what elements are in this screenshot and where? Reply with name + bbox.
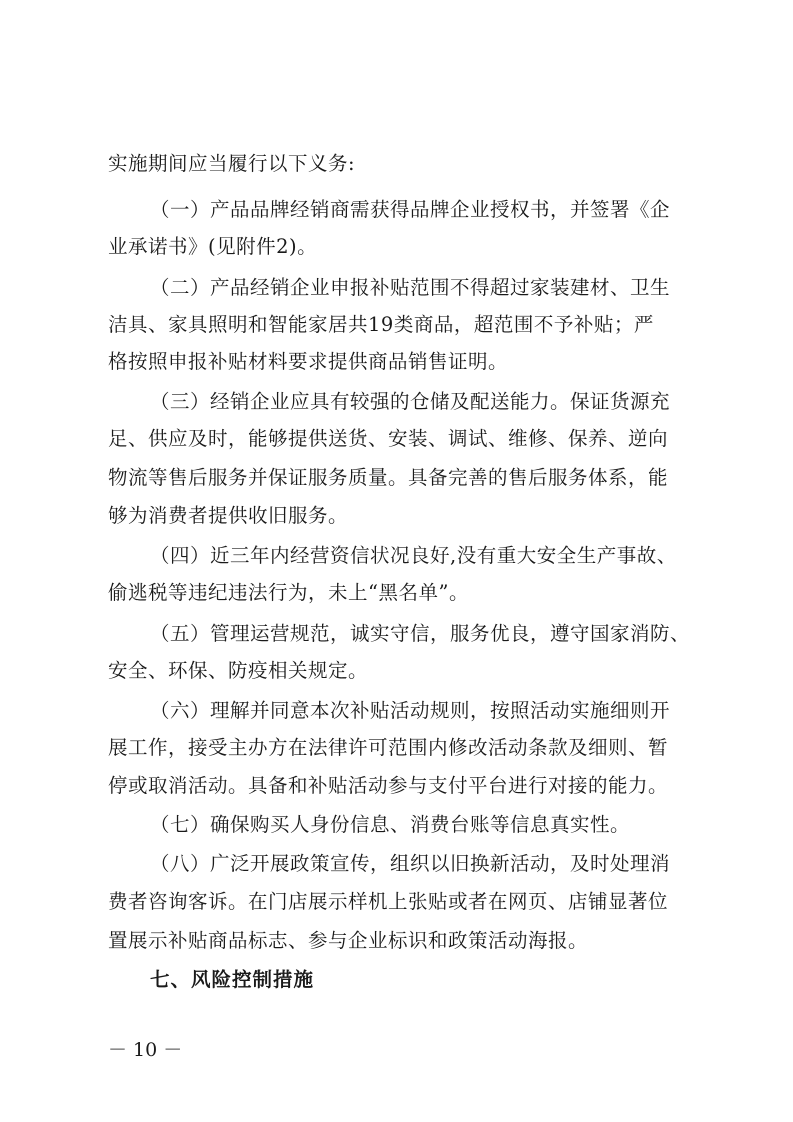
text-line-19: （八）广泛开展政策宣传，组织以旧换新活动，及时处理消 bbox=[150, 852, 671, 875]
text-line-1: 实施期间应当履行以下义务: bbox=[108, 152, 356, 175]
text-line-17: 停或取消活动。具备和补贴活动参与支付平台进行对接的能力。 bbox=[108, 774, 669, 797]
text-line-13: （五）管理运营规范，诚实守信，服务优良，遵守国家消防、 bbox=[150, 622, 691, 645]
text-line-20: 费者咨询客诉。在门店展示样机上张贴或者在网页、店铺显著位 bbox=[108, 890, 669, 913]
text-line-18: （七）确保购买人身份信息、消费台账等信息真实性。 bbox=[150, 813, 631, 836]
text-line-4: （二）产品经销企业申报补贴范围不得超过家装建材、卫生 bbox=[150, 276, 671, 299]
text-line-8: 足、供应及时，能够提供送货、安装、调试、维修、保养、逆向 bbox=[108, 427, 669, 450]
page-number: － 10 － bbox=[108, 1039, 183, 1061]
text-line-2: （一）产品品牌经销商需获得品牌企业授权书，并签署《企 bbox=[150, 198, 671, 221]
text-line-6: 格按照申报补贴材料要求提供商品销售证明。 bbox=[108, 350, 509, 373]
text-line-10: 够为消费者提供收旧服务。 bbox=[108, 504, 349, 527]
text-line-9: 物流等售后服务并保证服务质量。具备完善的售后服务体系，能 bbox=[108, 466, 669, 489]
text-line-11: （四）近三年内经营资信状况良好,没有重大安全生产事故、 bbox=[150, 544, 677, 567]
text-line-3: 业承诺书》(见附件2)。 bbox=[108, 235, 318, 258]
text-line-14: 安全、环保、防疫相关规定。 bbox=[108, 659, 369, 682]
text-line-7: （三）经销企业应具有较强的仓储及配送能力。保证货源充 bbox=[150, 390, 671, 413]
section-heading: 七、风险控制措施 bbox=[150, 968, 315, 991]
text-line-21: 置展示补贴商品标志、参与企业标识和政策活动海报。 bbox=[108, 929, 589, 952]
text-line-12: 偷逃税等违纪违法行为，未上“黑名单”。 bbox=[108, 581, 469, 604]
text-line-15: （六）理解并同意本次补贴活动规则，按照活动实施细则开 bbox=[150, 699, 671, 722]
text-line-16: 展工作，接受主办方在法律许可范围内修改活动条款及细则、暂 bbox=[108, 736, 669, 759]
text-line-5: 洁具、家具照明和智能家居共19类商品，超范围不予补贴；严 bbox=[108, 313, 654, 336]
